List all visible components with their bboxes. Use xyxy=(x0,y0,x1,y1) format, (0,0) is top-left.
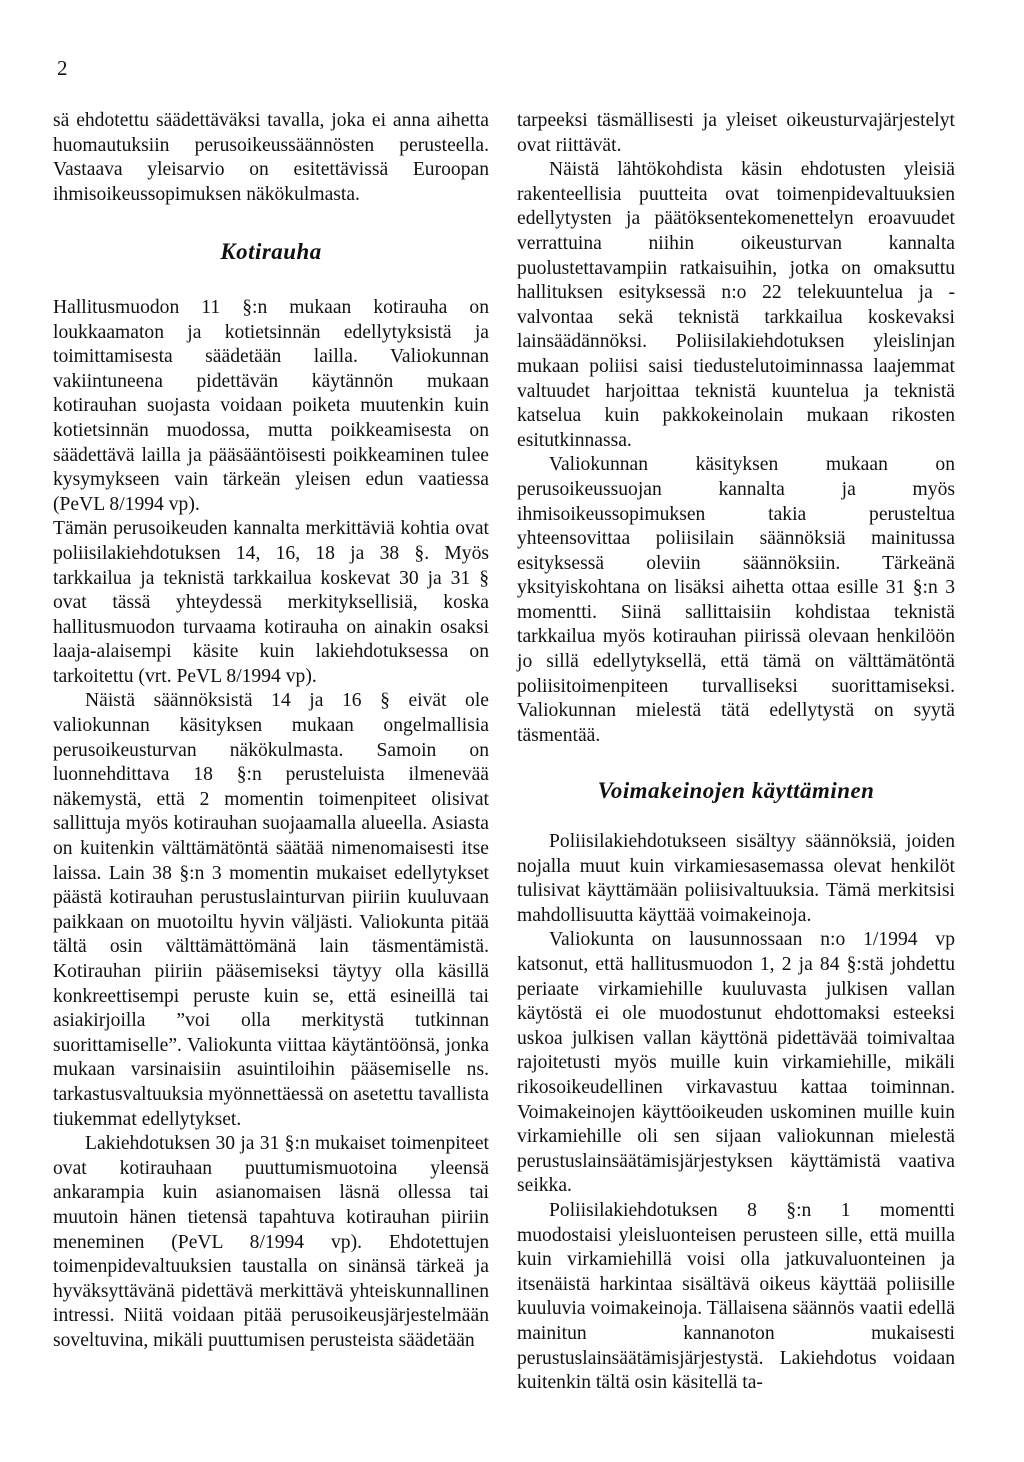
paragraph: tarpeeksi täsmällisesti ja yleiset oikeusturvajärjestelyt ovat riittävät. xyxy=(517,110,955,156)
section-heading-voimakeinojen-kayttaminen: Voimakeinojen käyttäminen xyxy=(597,778,875,804)
page-number: 2 xyxy=(57,56,68,80)
paragraph: Tämän perusoikeuden kannalta merkittäviä kohtia ovat poliisilakiehdotuksen 14, 16, 18 ja 38 §. Myös tarkkailua ja teknistä tarkkailua koskevat 30 ja 31 § ovat tässä yhteydessä merkityksellisiä, koska hallitusmuodon turvaama kotirauha on ainakin osaksi laaja-alaisempi käsite kuin lakiehdotuksessa on tarkoitettu (vrt. PeVL 8/1994 vp). xyxy=(53,518,489,687)
section-heading-kotirauha: Kotirauha xyxy=(220,239,322,265)
right-column xyxy=(517,109,955,1396)
paragraph: Poliisilakiehdotukseen sisältyy säännöksiä, joiden nojalla muut kuin virkamiesasemassa olevat henkilöt tulisivat käyttämään poliisivaltuuksia. Tämä merkitsisi mahdollisuutta käyttää voimakeinoja. xyxy=(517,831,955,926)
paragraph: Poliisilakiehdotuksen 8 §:n 1 momentti muodostaisi yleisluonteisen perusteen sille, että muilla kuin virkamiehillä voisi olla jatkuvaluonteinen ja itsenäistä harkintaa sisältävä oikeus käyttää poliisille kuuluvia voimakeinoja. Tällaisena säännös vaatii edellä mainitun kannanoton mukaisesti perustuslainsäätämisjärjestystä. Lakiehdotus voidaan kuitenkin tältä osin käsitellä ta- xyxy=(517,1199,955,1394)
left-column xyxy=(53,109,489,1354)
paragraph: Lakiehdotuksen 30 ja 31 §:n mukaiset toimenpiteet ovat kotirauhaan puuttumismuotoina yleensä ankarampia kuin asianomaisen läsnä ollessa tai muutoin hänen tietensä tapahtuva kotirauhan piiriin meneminen (PeVL 8/1994 vp). Ehdotettujen toimenpidevaltuuksien taustalla on sinänsä tärkeä ja hyväksyttävänä pidettävä merkittävä yhteiskunnallinen intressi. Niitä voidaan pitää perusoikeusjärjestelmään soveltuvina, mikäli puuttumisen perusteista säädetään xyxy=(53,1133,489,1351)
paragraph: Näistä lähtökohdista käsin ehdotusten yleisiä rakenteellisia puutteita ovat toimenpidevaltuuksien edellytysten ja päätöksentekomenettelyn eroavuudet verrattuina niihin oikeusturvan kannalta puolustettavampiin ratkaisuihin, jotka on omaksuttu hallituksen esityksessä n:o 22 telekuuntelua ja -valvontaa sekä teknistä tarkkailua koskevaksi lainsäädännöksi. Poliisilakiehdotuksen yleislinjan mukaan poliisi saisi tiedustelutoiminnassa laajemmat valtuudet harjoittaa teknistä kuuntelua ja teknistä katselua kuin pakkokeinolain mukaan rikosten esitutkinnassa. xyxy=(517,159,955,451)
paragraph: Valiokunta on lausunnossaan n:o 1/1994 vp katsonut, että hallitusmuodon 1, 2 ja 84 §:stä johdettu periaate virkamiehille kuuluvasta julkisen vallan käytöstä ei ole muodostunut ehdottomaksi esteeksi uskoa julkisen vallan käyttönä pidettävää toimivaltaa rajoitetusti myös muille kuin virkamiehille, mikäli rikosoikeudellinen virkavastuu kattaa toiminnan. Voimakeinojen käyttöoikeuden uskominen muille kuin virkamiehille oli sen sijaan valiokunnan mielestä perustuslainsäätämisjärjestyksen käyttämistä vaativa seikka. xyxy=(517,929,955,1197)
paragraph: sä ehdotettu säädettäväksi tavalla, joka ei anna aihetta huomautuksiin perusoikeussäännösten perusteella. Vastaava yleisarvio on esitettävissä Euroopan ihmisoikeussopimuksen näkökulmasta. xyxy=(53,110,489,205)
paragraph: Hallitusmuodon 11 §:n mukaan kotirauha on loukkaamaton ja kotietsinnän edellytyksistä ja toimittamisesta säädetään lailla. Valiokunnan vakiintuneena pidettävän käytännön mukaan kotirauhan suojasta voidaan poiketa muutenkin kuin kotietsinnän muodossa, mutta poikkeamisesta on säädettävä lailla ja pääsääntöisesti poikkeaminen tulee kysymykseen vain tärkeän yleisen edun vaatiessa (PeVL 8/1994 vp). xyxy=(53,296,489,515)
paragraph: Näistä säännöksistä 14 ja 16 § eivät ole valiokunnan käsityksen mukaan ongelmallisia perusoikeusturvan näkökulmasta. Samoin on luonnehdittava 18 §:n perusteluista ilmenevää näkemystä, että 2 momentin toimenpiteet olisivat sallittuja myös kotirauhan suojaamalla alueella. Asiasta on kuitenkin välttämätöntä säätää nimenomaisesti itse laissa. Lain 38 §:n 3 momentin mukaiset edellytykset päästä kotirauhan perustuslainturvan piiriin kuuluvaan paikkaan on muotoiltu hyvin väljästi. Valiokunta pitää tältä osin välttämättömänä lain täsmentämistä. Kotirauhan piiriin pääsemiseksi täytyy olla käsillä konkreettisempi peruste kuin se, että esineillä tai asiakirjoilla ”voi olla merkitystä tutkinnan suorittamiselle”. Valiokunta viittaa käytäntöönsä, jonka mukaan varsinaisiin asuintiloihin pääsemiselle ns. tarkastusvaltuuksia myönnettäessä on asetettu tavallista tiukemmat edellytykset. xyxy=(53,690,489,1130)
paragraph: Valiokunnan käsityksen mukaan on perusoikeussuojan kannalta ja myös ihmisoikeussopimuksen takia perusteltua yhteensovittaa poliisilain säännöksiä mainitussa esityksessä oleviin säännöksiin. Tärkeänä yksityiskohtana on lisäksi aihetta ottaa esille 31 §:n 3 momentti. Siinä sallittaisiin kohdistaa teknistä tarkkailua myös kotirauhan piirissä olevaan henkilöön jo sillä edellytyksellä, että tämä on välttämätöntä poliisitoimenpiteen turvalliseksi suorittamiseksi. Valiokunnan mielestä tätä edellytystä on syytä täsmentää. xyxy=(517,454,955,746)
